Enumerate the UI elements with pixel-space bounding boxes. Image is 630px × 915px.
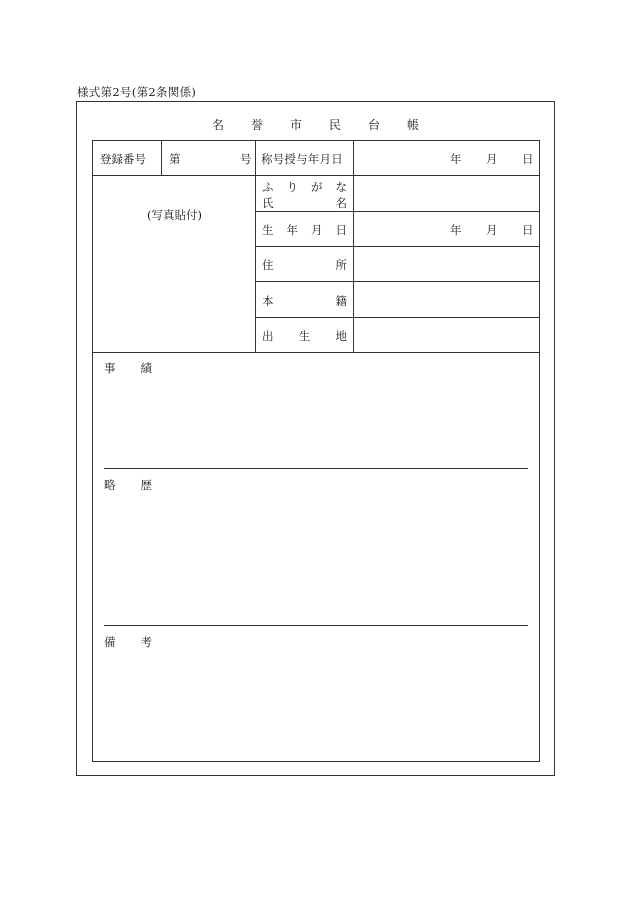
award-date-day: 日 xyxy=(522,152,534,166)
row-divider-1 xyxy=(92,175,540,176)
col-divider-label xyxy=(255,140,256,352)
furigana-label: ふ り が な xyxy=(262,180,347,194)
registration-number-label: 登録番号 xyxy=(100,152,146,166)
col-divider-reg xyxy=(161,140,162,175)
row-divider-2 xyxy=(255,211,540,212)
achievements-label: 事 績 xyxy=(104,361,152,375)
history-label: 略 歴 xyxy=(104,478,152,492)
birth-date-month: 月 xyxy=(486,223,498,237)
registered-domicile-label: 本 籍 xyxy=(262,294,347,308)
row-divider-5 xyxy=(255,317,540,318)
remarks-label: 備 考 xyxy=(104,635,152,649)
row-divider-4 xyxy=(255,281,540,282)
photo-placeholder-label: (写真貼付) xyxy=(147,208,202,222)
row-divider-3 xyxy=(255,246,540,247)
number-gou: 号 xyxy=(240,152,252,166)
row-divider-6 xyxy=(92,352,540,353)
birth-date-day: 日 xyxy=(522,223,534,237)
col-divider-value xyxy=(353,140,354,352)
award-date-label: 称号授与年月日 xyxy=(261,152,343,166)
birth-date-label: 生 年 月 日 xyxy=(262,223,347,237)
name-label: 氏 名 xyxy=(262,196,347,210)
award-date-year: 年 xyxy=(450,152,462,166)
section-divider-1 xyxy=(104,468,528,469)
number-dai: 第 xyxy=(169,152,181,166)
address-label: 住 所 xyxy=(262,258,347,272)
birthplace-label: 出 生 地 xyxy=(262,329,347,343)
document-title: 名誉市民台帳 xyxy=(211,118,446,132)
birth-date-year: 年 xyxy=(450,223,462,237)
section-divider-2 xyxy=(104,625,528,626)
award-date-month: 月 xyxy=(486,152,498,166)
form-number-label: 様式第2号(第2条関係) xyxy=(77,85,197,99)
